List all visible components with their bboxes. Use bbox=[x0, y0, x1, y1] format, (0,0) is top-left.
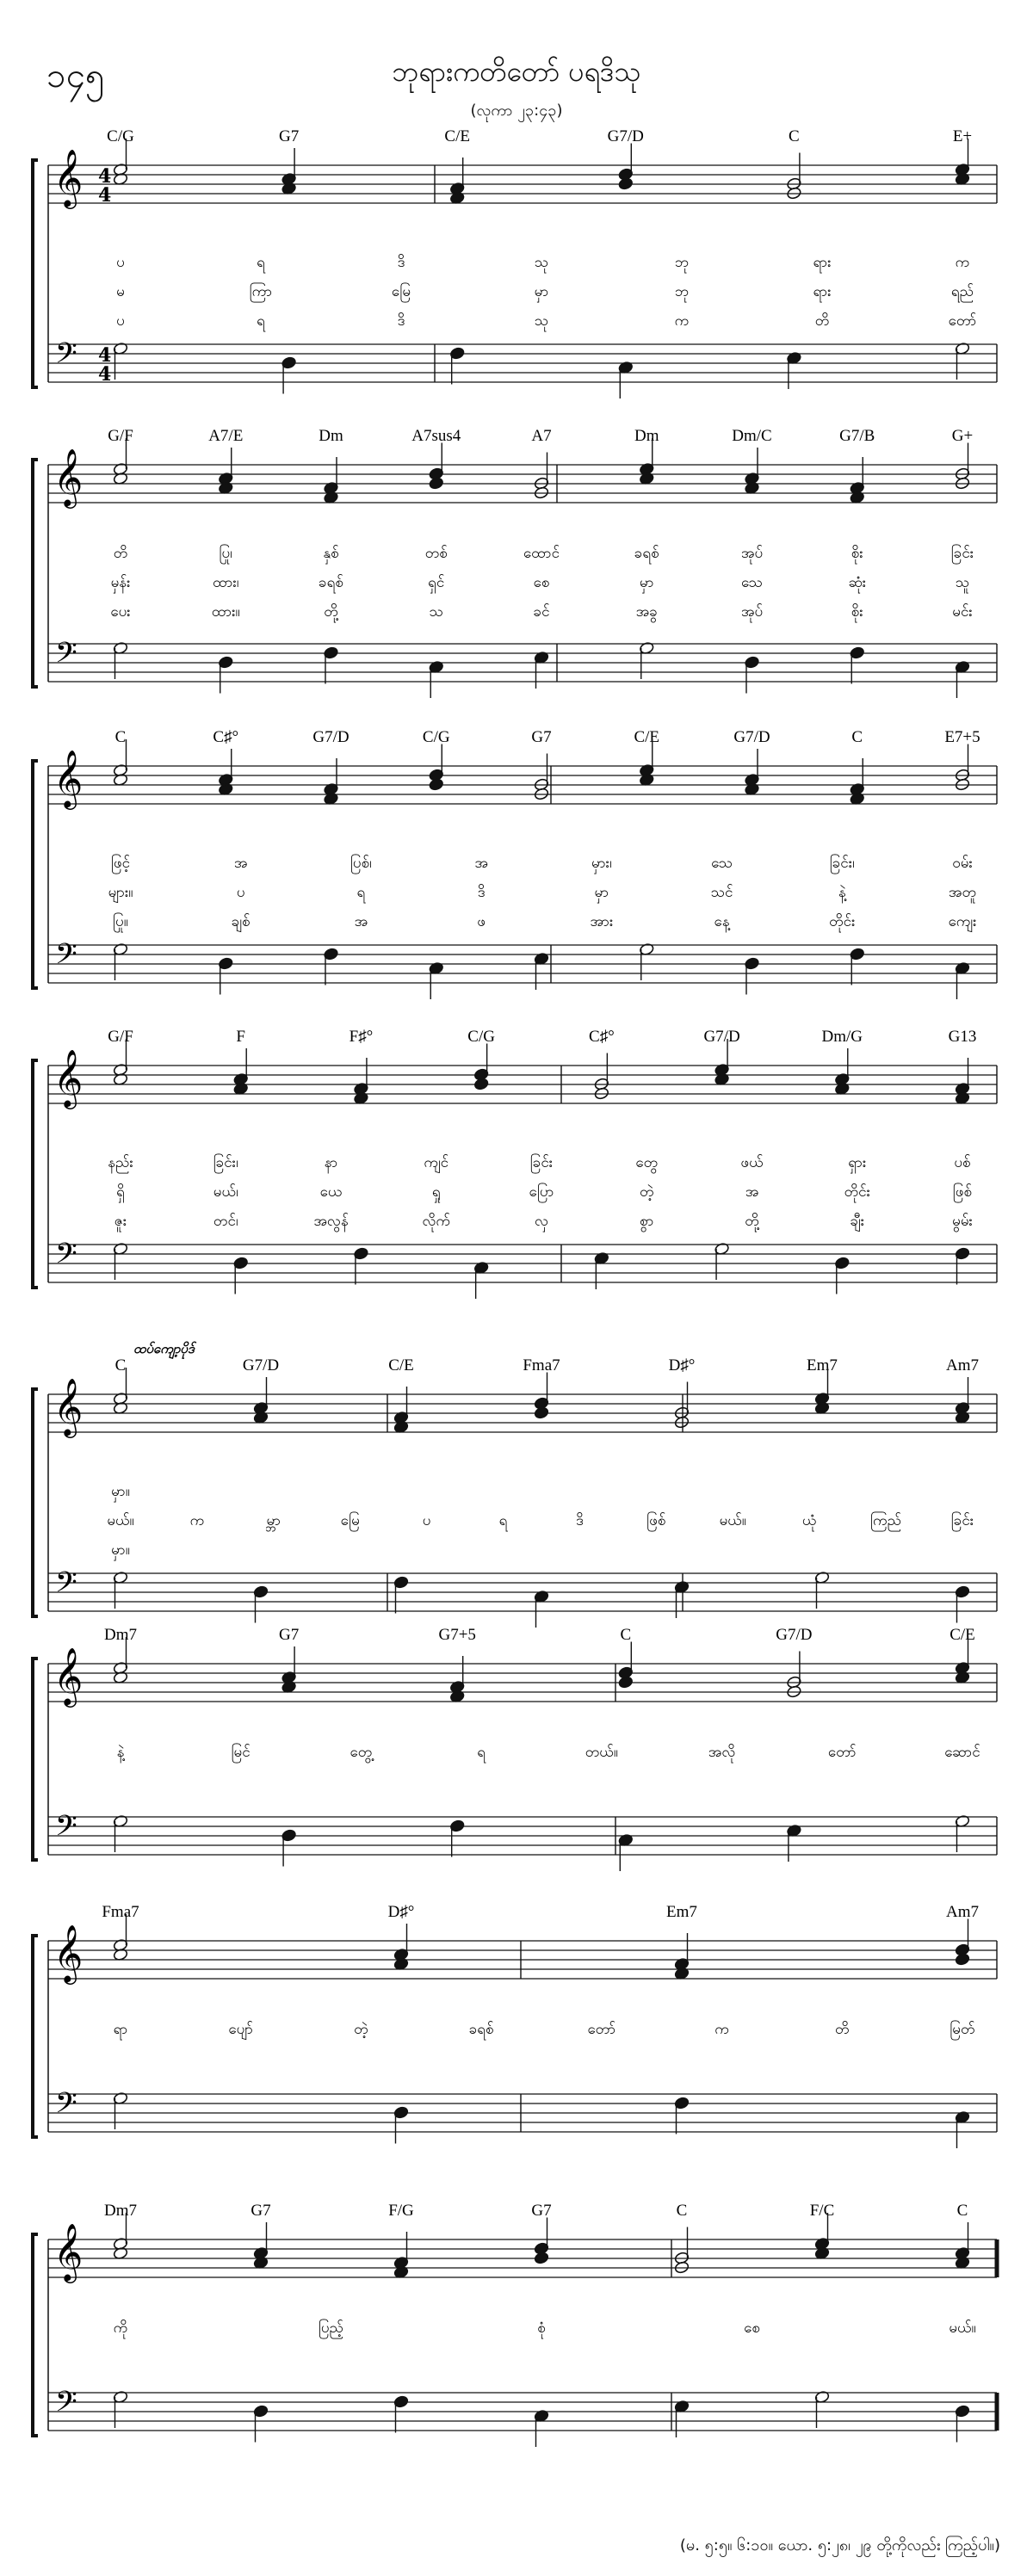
lyric-syllable: ဆုံး bbox=[848, 574, 867, 591]
lyric-syllable: ခြင်း၊ bbox=[829, 855, 855, 872]
note-head bbox=[429, 778, 444, 791]
note-head bbox=[429, 477, 444, 490]
chord-symbol: D♯° bbox=[668, 1356, 696, 1374]
chord-symbol: G7/D bbox=[776, 1626, 813, 1644]
system-bracket bbox=[33, 761, 38, 988]
lyric-syllable: သေ bbox=[711, 855, 733, 872]
lyric-syllable: တင်၊ bbox=[213, 1213, 238, 1230]
lyric-syllable: က bbox=[955, 254, 970, 271]
chord-symbol: A7sus4 bbox=[411, 427, 461, 445]
lyric-syllable: ဖ bbox=[477, 913, 486, 930]
lyric-syllable: ဖြင့် bbox=[111, 855, 130, 872]
note-head bbox=[618, 177, 634, 190]
chord-symbol: Dm bbox=[319, 427, 343, 445]
chord-symbol: A7 bbox=[531, 427, 552, 445]
chord-symbol: G7 bbox=[531, 728, 552, 746]
lyric-syllable: မ bbox=[116, 283, 125, 300]
lyric-syllable: က bbox=[714, 2021, 729, 2038]
lyric-syllable: ပ bbox=[236, 884, 245, 901]
system-bracket bbox=[33, 160, 38, 387]
bass-clef-icon: 𝄢 bbox=[55, 337, 77, 377]
lyric-syllable: ပြု၊ bbox=[219, 545, 232, 562]
lyric-syllable: က bbox=[674, 312, 690, 330]
lyric-syllable: မှာ bbox=[534, 283, 549, 300]
chord-symbol: G7 bbox=[278, 1626, 300, 1644]
lyric-syllable: ခင် bbox=[533, 603, 550, 621]
lyric-syllable: မွမ်း bbox=[952, 1213, 973, 1230]
chord-symbol: E7+5 bbox=[944, 728, 980, 746]
treble-clef-icon: 𝄞 bbox=[53, 1048, 84, 1107]
lyric-syllable: ရ bbox=[257, 312, 265, 330]
lyric-syllable: ရှိ bbox=[116, 1183, 125, 1201]
system-6 bbox=[33, 1626, 997, 1871]
lyric-syllable: စေ bbox=[744, 2320, 760, 2337]
chord-symbol: C/G bbox=[107, 127, 134, 145]
lyric-syllable: ပြော bbox=[529, 1183, 554, 1201]
lyric-syllable: ကြည် bbox=[870, 1512, 902, 1529]
lyric-syllable: စုံ bbox=[537, 2320, 546, 2337]
refrain-marking: ထပ်ကျော့ပိုဒ် bbox=[133, 1341, 195, 1356]
lyric-syllable: အ bbox=[354, 913, 368, 930]
page-number: ၁၄၅ bbox=[46, 56, 105, 96]
lyric-syllable: ရှား bbox=[848, 1154, 867, 1171]
lyric-syllable: မ္ဘာ bbox=[266, 1512, 281, 1529]
note-head bbox=[618, 1676, 634, 1689]
lyric-syllable: တဲ့ bbox=[639, 1183, 654, 1201]
chord-symbol: G/F bbox=[108, 427, 133, 445]
lyric-syllable: ယုံ bbox=[801, 1512, 817, 1529]
chord-symbol: C bbox=[620, 1626, 632, 1644]
chord-symbol: G7/D bbox=[607, 127, 644, 145]
bass-clef-icon: 𝄢 bbox=[55, 637, 77, 676]
lyric-syllable: ခရစ် bbox=[634, 545, 659, 562]
chord-symbol: C bbox=[114, 728, 127, 746]
lyric-syllable: စိုး bbox=[851, 545, 863, 562]
lyric-syllable: ဖယ် bbox=[740, 1154, 764, 1171]
lyric-syllable: လှ bbox=[535, 1213, 548, 1230]
lyric-syllable: က bbox=[189, 1512, 205, 1529]
lyric-syllable: တော် bbox=[587, 2021, 616, 2038]
chord-symbol: G13 bbox=[948, 1028, 977, 1046]
lyric-syllable: အ bbox=[474, 855, 488, 872]
chord-symbol: G7 bbox=[531, 2202, 552, 2220]
lyric-syllable: ပြု။ bbox=[113, 913, 128, 930]
lyric-syllable: သင် bbox=[710, 884, 733, 901]
system-bracket bbox=[33, 1389, 38, 1616]
chord-symbol: G+ bbox=[951, 427, 974, 445]
lyric-syllable: ခြင်း bbox=[950, 545, 974, 562]
chord-symbol: G7/D bbox=[703, 1028, 740, 1046]
scripture-reference: (လုကာ ၂၃:၄၃) bbox=[470, 102, 563, 120]
lyric-syllable: နဲ့ bbox=[116, 1744, 125, 1761]
lyric-syllable: အလို bbox=[708, 1744, 736, 1761]
lyric-syllable: ကျင် bbox=[424, 1154, 449, 1171]
chord-symbol: Am7 bbox=[946, 1356, 979, 1374]
bass-clef-icon: 𝄢 bbox=[55, 938, 77, 978]
lyric-syllable: တော် bbox=[948, 312, 977, 330]
lyric-syllable: ရား bbox=[813, 283, 832, 300]
lyric-syllable: ပြည့် bbox=[319, 2320, 343, 2337]
lyric-syllable: ခြင်း bbox=[950, 1512, 974, 1529]
lyric-syllable: နှစ် bbox=[323, 545, 339, 562]
chord-symbol: A7/E bbox=[208, 427, 244, 445]
lyric-syllable: အလွန် bbox=[313, 1213, 349, 1230]
note-head bbox=[534, 2252, 549, 2264]
lyric-syllable: တိုင်း bbox=[844, 1183, 870, 1201]
lyric-syllable: ရ bbox=[356, 884, 366, 901]
lyric-syllable: ဒိ bbox=[576, 1512, 584, 1529]
chord-symbol: Dm/C bbox=[732, 427, 772, 445]
lyric-syllable: ရ bbox=[257, 254, 265, 271]
lyric-syllable: ထား၊ bbox=[213, 574, 239, 591]
system-8 bbox=[33, 2202, 997, 2447]
lyric-syllable: များ။ bbox=[108, 884, 133, 901]
lyric-syllable: အုပ် bbox=[740, 603, 764, 621]
lyric-syllable: အား bbox=[590, 913, 614, 930]
system-bracket bbox=[33, 1659, 38, 1860]
chord-symbol: D♯° bbox=[387, 1903, 415, 1921]
lyric-syllable: စေ bbox=[533, 574, 550, 591]
system-4 bbox=[33, 1028, 997, 1299]
chord-symbol: C/E bbox=[388, 1356, 414, 1374]
lyric-syllable: ဘု bbox=[674, 254, 690, 271]
lyric-syllable: အ bbox=[233, 855, 248, 872]
chord-symbol: G7/D bbox=[312, 728, 349, 746]
lyric-syllable: နေ့ bbox=[714, 913, 730, 930]
chord-symbol: C bbox=[956, 2202, 968, 2220]
lyric-syllable: ရ bbox=[477, 1744, 486, 1761]
lyric-syllable: အုပ် bbox=[740, 545, 764, 562]
lyric-syllable: မြေ bbox=[340, 1512, 360, 1529]
system-bracket bbox=[33, 460, 38, 687]
lyric-syllable: ရ bbox=[498, 1512, 508, 1529]
lyric-syllable: ခရစ် bbox=[468, 2021, 494, 2038]
lyric-syllable: သု bbox=[534, 254, 549, 271]
lyric-syllable: ဖြစ် bbox=[646, 1512, 666, 1529]
bass-clef-icon: 𝄢 bbox=[55, 2386, 77, 2425]
chord-symbol: C bbox=[676, 2202, 688, 2220]
lyric-syllable: တို့ bbox=[745, 1213, 759, 1230]
lyric-syllable: ဖြစ် bbox=[952, 1183, 973, 1201]
chord-symbol: C♯° bbox=[213, 728, 239, 746]
lyric-syllable: ရှင် bbox=[428, 574, 445, 591]
lyric-syllable: ဒိ bbox=[477, 884, 486, 901]
lyric-syllable: မင်း bbox=[952, 603, 973, 621]
treble-clef-icon: 𝄞 bbox=[53, 2222, 84, 2281]
note-head bbox=[955, 1953, 970, 1966]
lyric-syllable: ဝမ်း bbox=[952, 855, 973, 872]
lyric-syllable: ထောင် bbox=[523, 545, 560, 562]
chord-symbol: C/E bbox=[444, 127, 470, 145]
chord-symbol: E+ bbox=[952, 127, 973, 145]
lyric-syllable: ကို bbox=[113, 2320, 128, 2337]
chord-symbol: Fma7 bbox=[523, 1356, 560, 1374]
chord-symbol: C bbox=[114, 1356, 127, 1374]
lyric-syllable: သေ bbox=[740, 574, 764, 591]
lyric-syllable: ခြင်း၊ bbox=[213, 1154, 238, 1171]
chord-symbol: Dm/G bbox=[821, 1028, 863, 1046]
lyric-syllable: သူ bbox=[955, 574, 970, 591]
chord-symbol: Em7 bbox=[666, 1903, 697, 1921]
lyric-syllable: စွာ bbox=[639, 1213, 654, 1230]
lyric-syllable: ရာ bbox=[113, 2021, 128, 2038]
lyric-syllable: ပေး bbox=[110, 603, 131, 621]
lyric-syllable: မှာ။ bbox=[111, 1541, 130, 1559]
lyric-syllable: ပ bbox=[116, 312, 125, 330]
chord-symbol: G7/D bbox=[733, 728, 770, 746]
system-3 bbox=[33, 728, 997, 999]
lyric-syllable: ဒိ bbox=[397, 312, 405, 330]
lyric-syllable: ယေ bbox=[319, 1183, 343, 1201]
treble-clef-icon: 𝄞 bbox=[53, 1646, 84, 1705]
lyric-syllable: လိုက် bbox=[422, 1213, 451, 1230]
chord-symbol: G7 bbox=[251, 2202, 271, 2220]
lyric-syllable: မယ်။ bbox=[719, 1512, 746, 1529]
lyric-syllable: မှာ bbox=[639, 574, 654, 591]
treble-clef-icon: 𝄞 bbox=[53, 749, 84, 807]
lyric-syllable: တိ bbox=[835, 2021, 850, 2038]
lyric-syllable: တော် bbox=[827, 1744, 857, 1761]
lyric-syllable: မြင် bbox=[231, 1744, 251, 1761]
chord-symbol: C/E bbox=[949, 1626, 975, 1644]
lyric-syllable: အ bbox=[745, 1183, 759, 1201]
bass-clef-icon: 𝄢 bbox=[55, 1238, 77, 1277]
bass-clef-icon: 𝄢 bbox=[55, 2087, 77, 2127]
treble-clef-icon: 𝄞 bbox=[53, 1924, 84, 1982]
lyric-syllable: နာ bbox=[324, 1154, 338, 1171]
lyric-syllable: ရည် bbox=[950, 283, 974, 300]
lyric-syllable: ပ bbox=[422, 1512, 431, 1529]
system-7 bbox=[33, 1903, 997, 2148]
lyric-syllable: အတူ bbox=[948, 884, 977, 901]
lyric-syllable: တို့ bbox=[324, 603, 338, 621]
treble-clef-icon: 𝄞 bbox=[53, 1377, 84, 1436]
lyric-syllable: သ bbox=[429, 603, 443, 621]
lyric-syllable: ကျေး bbox=[948, 913, 977, 930]
treble-clef-icon: 𝄞 bbox=[53, 148, 84, 207]
chord-symbol: C/E bbox=[634, 728, 660, 746]
lyric-syllable: ချီး bbox=[850, 1213, 865, 1230]
lyric-syllable: နည်း bbox=[108, 1154, 133, 1171]
chord-symbol: F♯° bbox=[349, 1028, 374, 1046]
lyric-syllable: မယ်၊ bbox=[213, 1183, 238, 1201]
system-bracket bbox=[33, 2234, 38, 2436]
chord-symbol: Am7 bbox=[946, 1903, 979, 1921]
time-signature-treble: 4 bbox=[98, 165, 112, 188]
chord-symbol: F/C bbox=[809, 2202, 835, 2220]
lyric-syllable: ရား bbox=[813, 254, 832, 271]
chord-symbol: C bbox=[789, 127, 800, 145]
lyric-syllable: တိ bbox=[113, 545, 128, 562]
lyric-syllable: ကြာ bbox=[249, 283, 273, 300]
lyric-syllable: ခြင်း bbox=[529, 1154, 554, 1171]
lyric-syllable: ခရစ် bbox=[319, 574, 343, 591]
note-head bbox=[473, 1078, 489, 1090]
lyric-syllable: အခွ bbox=[635, 603, 658, 621]
lyric-syllable: မှား၊ bbox=[591, 855, 612, 872]
lyric-syllable: ပစ် bbox=[954, 1154, 971, 1171]
lyric-syllable: တွေ bbox=[635, 1154, 659, 1171]
footer-reference: (မ. ၅:၅။ ၆:၁၀။ ယော. ၅:၂၈၊ ၂၉ တို့ကိုလည်း ကြည့်ပါ။) bbox=[679, 2536, 1000, 2554]
bass-clef-icon: 𝄢 bbox=[55, 1810, 77, 1850]
lyric-syllable: ဘု bbox=[674, 283, 690, 300]
lyric-syllable: တဲ့ bbox=[354, 2021, 368, 2038]
chord-symbol: G7 bbox=[278, 127, 300, 145]
bass-clef-icon: 𝄢 bbox=[55, 1566, 77, 1606]
chord-symbol: F/G bbox=[388, 2202, 414, 2220]
chord-symbol: Dm7 bbox=[104, 1626, 137, 1644]
lyric-syllable: ဆောင် bbox=[944, 1744, 980, 1761]
chord-symbol: G7/B bbox=[839, 427, 875, 445]
chord-symbol: C♯° bbox=[588, 1028, 615, 1046]
lyric-syllable: ဇူး bbox=[114, 1213, 127, 1230]
chord-symbol: C/G bbox=[422, 728, 450, 746]
lyric-syllable: မြေ bbox=[391, 283, 411, 300]
lyric-syllable: မယ်။ bbox=[107, 1512, 134, 1529]
system-2 bbox=[33, 427, 997, 698]
lyric-syllable: ချစ် bbox=[231, 913, 251, 930]
lyric-syllable: ပ bbox=[116, 254, 125, 271]
system-1 bbox=[33, 127, 997, 398]
lyric-syllable: တိုင်း bbox=[829, 913, 856, 930]
chord-symbol: G7+5 bbox=[438, 1626, 476, 1644]
time-signature-bass: 4 bbox=[98, 363, 112, 386]
lyric-syllable: တယ်။ bbox=[585, 1744, 618, 1761]
time-signature-treble: 4 bbox=[98, 184, 112, 207]
lyric-syllable: တွေ့ bbox=[349, 1744, 373, 1761]
chord-symbol: G7/D bbox=[242, 1356, 280, 1374]
chord-symbol: Fma7 bbox=[102, 1903, 139, 1921]
lyric-syllable: မှာ bbox=[594, 884, 609, 901]
lyric-syllable: ရှု bbox=[431, 1183, 441, 1201]
lyric-syllable: ဒိ bbox=[397, 254, 405, 271]
lyric-syllable: မြတ် bbox=[949, 2021, 975, 2038]
time-signature-bass: 4 bbox=[98, 344, 112, 367]
lyric-syllable: တိ bbox=[814, 312, 830, 330]
treble-clef-icon: 𝄞 bbox=[53, 448, 84, 506]
lyric-syllable: သု bbox=[534, 312, 549, 330]
note-head bbox=[534, 1406, 549, 1419]
chord-symbol: C/G bbox=[467, 1028, 495, 1046]
chord-symbol: Dm7 bbox=[104, 2202, 137, 2220]
chord-symbol: Em7 bbox=[807, 1356, 838, 1374]
lyric-syllable: စိုး bbox=[851, 603, 863, 621]
chord-symbol: C bbox=[851, 728, 863, 746]
system-5 bbox=[33, 1341, 997, 1628]
song-title: ဘုရားကတိတော် ပရဒိသု bbox=[392, 55, 641, 88]
lyric-syllable: နဲ့ bbox=[838, 884, 846, 901]
chord-symbol: Dm bbox=[634, 427, 659, 445]
chord-symbol: F bbox=[236, 1028, 246, 1046]
lyric-syllable: ထား။ bbox=[211, 603, 240, 621]
lyric-syllable: မှာ။ bbox=[111, 1483, 130, 1500]
lyric-syllable: မယ်။ bbox=[949, 2320, 976, 2337]
lyric-syllable: ပြစ်၊ bbox=[350, 855, 372, 872]
lyric-syllable: တစ် bbox=[424, 545, 448, 562]
system-bracket bbox=[33, 1936, 38, 2137]
lyric-syllable: မှန်း bbox=[110, 574, 131, 591]
chord-symbol: G/F bbox=[108, 1028, 133, 1046]
lyric-syllable: ပျော် bbox=[228, 2021, 254, 2038]
system-bracket bbox=[33, 1060, 38, 1288]
